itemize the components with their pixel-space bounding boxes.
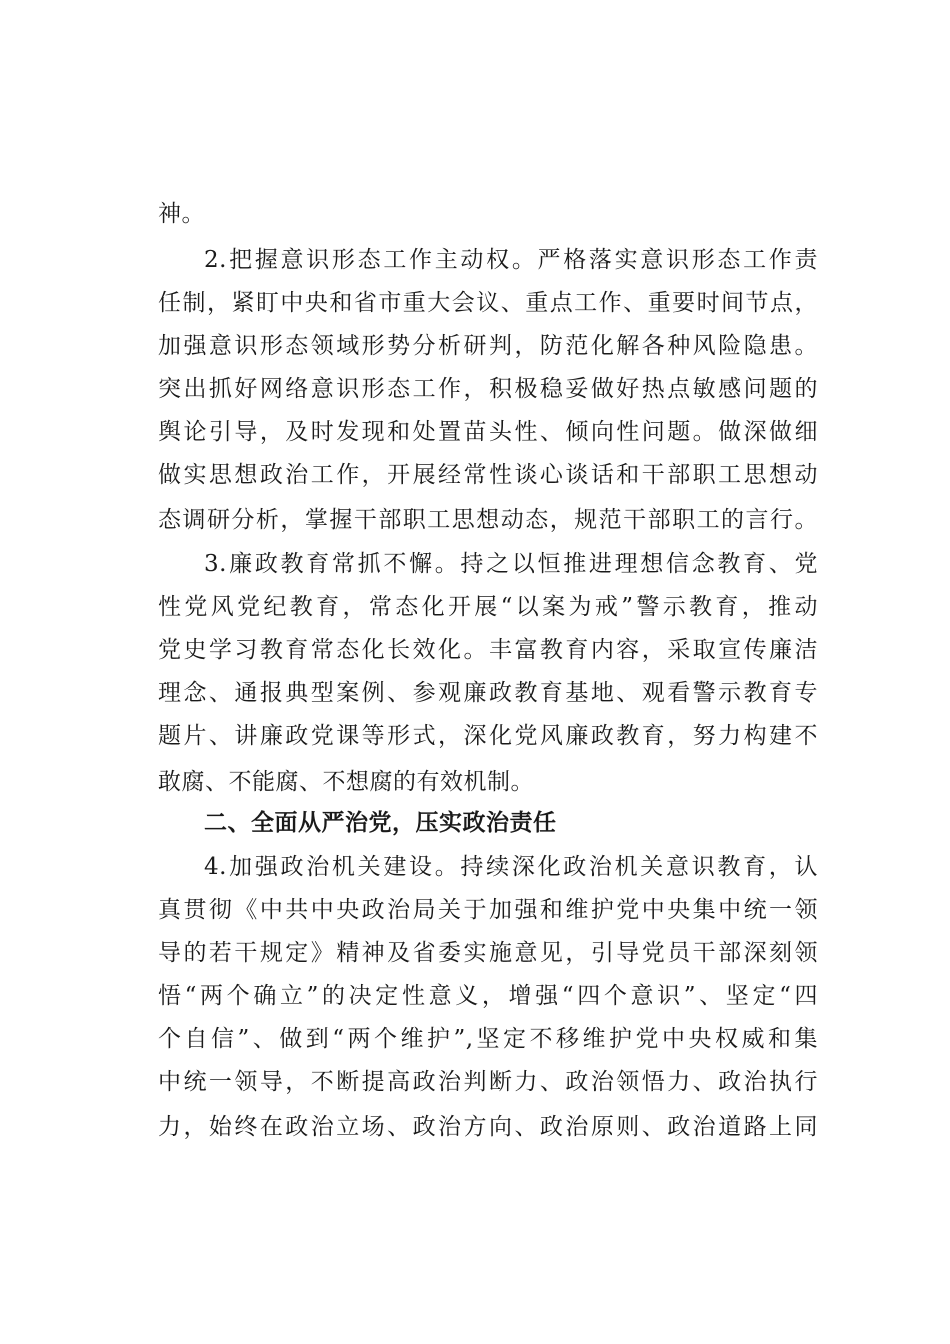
paragraph-line: 理念、通报典型案例、参观廉政教育基地、观看警示教育专 [158, 680, 818, 706]
paragraph-line: 敢腐、不能腐、不想腐的有效机制。 [158, 769, 534, 795]
paragraph-line: 任制，紧盯中央和省市重大会议、重点工作、重要时间节点， [158, 290, 818, 316]
paragraph-line: 真贯彻《中共中央政治局关于加强和维护党中央集中统一领 [158, 897, 818, 923]
paragraph-line: 性党风党纪教育，常态化开展“以案为戒”警示教育，推动 [158, 594, 818, 620]
paragraph-line: 党史学习教育常态化长效化。丰富教育内容，采取宣传廉洁 [158, 637, 818, 663]
paragraph-line: 3.廉政教育常抓不懈。持之以恒推进理想信念教育、党 [204, 551, 818, 577]
paragraph-line: 2.把握意识形态工作主动权。严格落实意识形态工作责 [204, 247, 818, 273]
section-heading: 二、全面从严治党，压实政治责任 [204, 810, 557, 836]
paragraph-line: 力，始终在政治立场、政治方向、政治原则、政治道路上同 [158, 1114, 818, 1140]
paragraph-line: 态调研分析，掌握干部职工思想动态，规范干部职工的言行。 [158, 507, 818, 533]
paragraph-line: 突出抓好网络意识形态工作，积极稳妥做好热点敏感问题的 [158, 376, 818, 402]
paragraph-line: 舆论引导，及时发现和处置苗头性、倾向性问题。做深做细 [158, 419, 818, 445]
paragraph-line: 4.加强政治机关建设。持续深化政治机关意识教育，认 [204, 854, 818, 880]
paragraph-line: 中统一领导，不断提高政治判断力、政治领悟力、政治执行 [158, 1069, 818, 1095]
paragraph-line: 悟“两个确立”的决定性意义，增强“四个意识”、坚定“四 [158, 983, 818, 1009]
paragraph-line: 个自信”、做到“两个维护”,坚定不移维护党中央权威和集 [158, 1026, 818, 1052]
paragraph-line: 神。 [158, 201, 205, 227]
paragraph-line: 做实思想政治工作，开展经常性谈心谈话和干部职工思想动 [158, 462, 818, 488]
paragraph-line: 导的若干规定》精神及省委实施意见，引导党员干部深刻领 [158, 940, 818, 966]
paragraph-line: 题片、讲廉政党课等形式，深化党风廉政教育，努力构建不 [158, 723, 818, 749]
paragraph-line: 加强意识形态领域形势分析研判，防范化解各种风险隐患。 [158, 333, 818, 359]
